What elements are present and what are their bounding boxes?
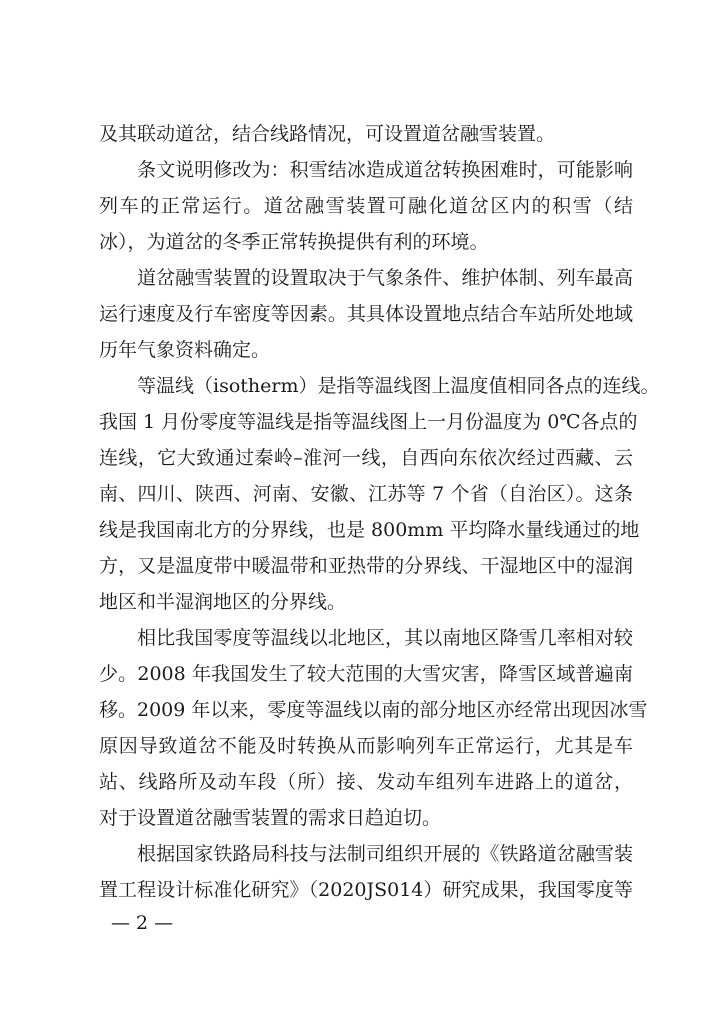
text-line: 对于设置道岔融雪装置的需求日趋迫切。 xyxy=(99,807,442,829)
text-line: 移。2009 年以来，零度等温线以南的部分地区亦经常出现因冰雪 xyxy=(99,699,648,721)
text-line: 置工程设计标准化研究》（2020JS014）研究成果，我国零度等 xyxy=(99,879,633,901)
text-line: 少。2008 年我国发生了较大范围的大雪灾害，降雪区域普遍南 xyxy=(99,663,633,685)
text-line: 南、四川、陕西、河南、安徽、江苏等 7 个省（自治区）。这条 xyxy=(99,483,633,505)
text-line: 我国 1 月份零度等温线是指等温线图上一月份温度为 0℃各点的 xyxy=(99,411,638,433)
text-line: 地区和半湿润地区的分界线。 xyxy=(99,591,347,613)
text-line: 原因导致道岔不能及时转换从而影响列车正常运行，尤其是车 xyxy=(99,735,633,757)
text-line: 站、线路所及动车段（所）接、发动车组列车进路上的道岔， xyxy=(99,771,633,793)
text-line: 运行速度及行车密度等因素。其具体设置地点结合车站所处地域 xyxy=(99,303,633,325)
text-line: 历年气象资料确定。 xyxy=(99,339,271,361)
text-line: 连线，它大致通过秦岭–淮河一线，自西向东依次经过西藏、云 xyxy=(99,447,633,469)
text-line: 相比我国零度等温线以北地区，其以南地区降雪几率相对较 xyxy=(137,627,633,649)
text-line: 根据国家铁路局科技与法制司组织开展的《铁路道岔融雪装 xyxy=(137,843,633,865)
text-line: 列车的正常运行。道岔融雪装置可融化道岔区内的积雪（结 xyxy=(99,195,633,217)
text-line: 等温线（isotherm）是指等温线图上温度值相同各点的连线。 xyxy=(137,375,660,397)
text-line: 冰），为道岔的冬季正常转换提供有利的环境。 xyxy=(99,231,489,253)
text-line: 道岔融雪装置的设置取决于气象条件、维护体制、列车最高 xyxy=(137,267,633,289)
text-line: 方，又是温度带中暖温带和亚热带的分界线、干湿地区中的湿润 xyxy=(99,555,633,577)
text-line: 线是我国南北方的分界线，也是 800mm 平均降水量线通过的地 xyxy=(99,519,640,541)
document-page xyxy=(99,116,660,908)
text-line: 条文说明修改为：积雪结冰造成道岔转换困难时，可能影响 xyxy=(137,159,633,181)
text-line: 及其联动道岔，结合线路情况，可设置道岔融雪装置。 xyxy=(99,123,556,145)
page-number: — 2 — xyxy=(111,912,174,934)
